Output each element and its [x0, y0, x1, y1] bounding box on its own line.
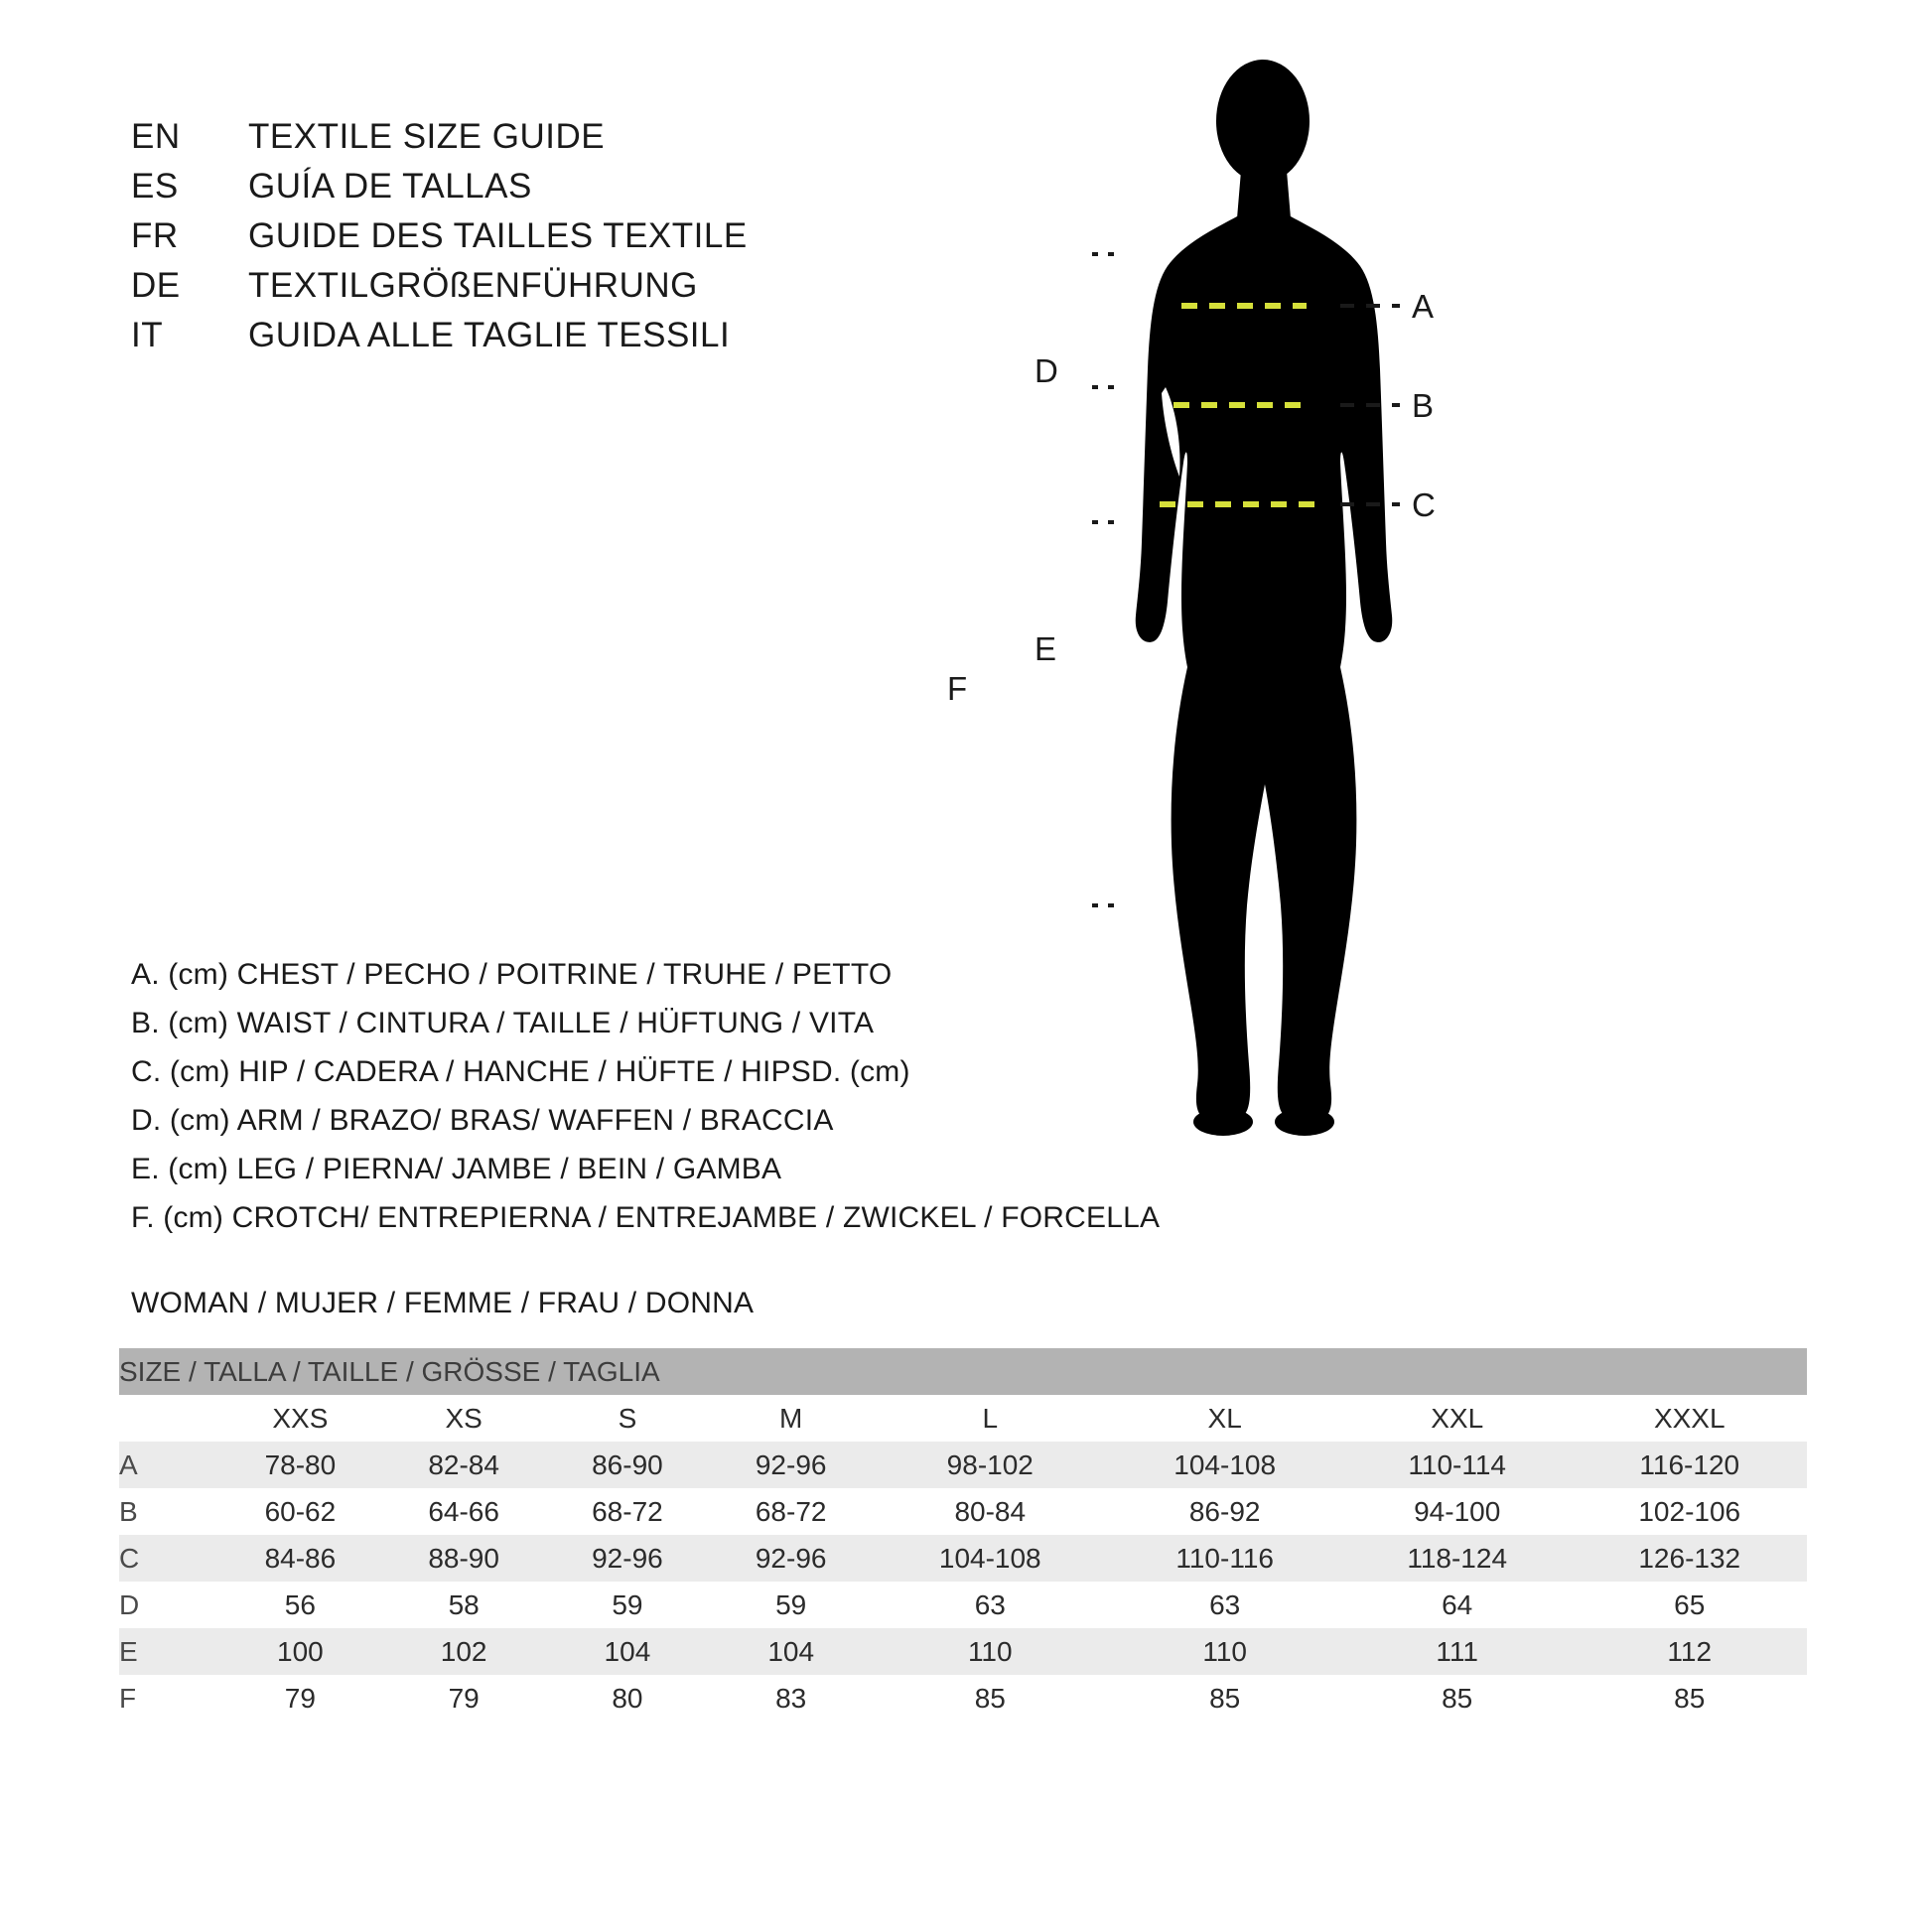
category-label: WOMAN / MUJER / FEMME / FRAU / DONNA [131, 1287, 755, 1319]
cell-e-xs: 102 [382, 1628, 546, 1675]
row-label-d: D [119, 1582, 218, 1628]
size-header-xl: XL [1107, 1395, 1341, 1442]
size-header-l: L [873, 1395, 1107, 1442]
title-row-it [131, 316, 748, 365]
title-text-it: GUIDA ALLE TAGLIE TESSILI [248, 316, 731, 354]
title-text-de: TEXTILGRÖßENFÜHRUNG [248, 266, 698, 305]
cell-a-s: 86-90 [546, 1442, 710, 1488]
size-header-xxl: XXL [1342, 1395, 1573, 1442]
cell-a-l: 98-102 [873, 1442, 1107, 1488]
row-label-e: E [119, 1628, 218, 1675]
cell-d-xxxl: 65 [1573, 1582, 1808, 1628]
table-row [119, 1535, 1807, 1582]
cell-e-xxl: 111 [1342, 1628, 1573, 1675]
cell-e-l: 110 [873, 1628, 1107, 1675]
marker-label-waist: B [1412, 387, 1435, 424]
size-header-xxxl: XXXL [1573, 1395, 1808, 1442]
cell-c-xxl: 118-124 [1342, 1535, 1573, 1582]
cell-c-xxs: 84-86 [218, 1535, 382, 1582]
legend-item-b: B. (cm) WAIST / CINTURA / TAILLE / HÜFTUNG / VITA [131, 1007, 875, 1039]
cell-c-xs: 88-90 [382, 1535, 546, 1582]
row-label-c: C [119, 1535, 218, 1582]
marker-label-hip: C [1412, 486, 1436, 523]
figure-svg [1092, 60, 1886, 1201]
title-row-de [131, 266, 748, 316]
cell-c-m: 92-96 [709, 1535, 873, 1582]
cell-d-xxl: 64 [1342, 1582, 1573, 1628]
cell-e-s: 104 [546, 1628, 710, 1675]
cell-c-s: 92-96 [546, 1535, 710, 1582]
cell-a-xxs: 78-80 [218, 1442, 382, 1488]
cell-d-xxs: 56 [218, 1582, 382, 1628]
cell-e-m: 104 [709, 1628, 873, 1675]
cell-e-xxxl: 112 [1573, 1628, 1808, 1675]
title-row-en [131, 117, 748, 167]
cell-f-l: 85 [873, 1675, 1107, 1722]
cell-f-m: 83 [709, 1675, 873, 1722]
cell-f-xl: 85 [1107, 1675, 1341, 1722]
table-size-header-row [119, 1395, 1807, 1442]
cell-c-xxxl: 126-132 [1573, 1535, 1808, 1582]
title-lang-fr: FR [131, 216, 179, 255]
table-row [119, 1488, 1807, 1535]
cell-d-l: 63 [873, 1582, 1107, 1628]
cell-d-m: 59 [709, 1582, 873, 1628]
cell-f-s: 80 [546, 1675, 710, 1722]
size-header-s: S [546, 1395, 710, 1442]
cell-d-s: 59 [546, 1582, 710, 1628]
legend-item-c: C. (cm) HIP / CADERA / HANCHE / HÜFTE / HIPSD. (cm) [131, 1055, 910, 1088]
title-lang-de: DE [131, 266, 181, 305]
cell-b-s: 68-72 [546, 1488, 710, 1535]
leg-bracket [1092, 387, 1114, 905]
woman-silhouette-icon [1136, 60, 1393, 1136]
table-corner-cell [119, 1395, 218, 1442]
title-lang-es: ES [131, 167, 179, 206]
title-block [131, 117, 748, 365]
cell-e-xl: 110 [1107, 1628, 1341, 1675]
size-table [119, 1348, 1807, 1722]
title-lang-en: EN [131, 117, 181, 156]
title-text-es: GUÍA DE TALLAS [248, 167, 532, 206]
table-row [119, 1582, 1807, 1628]
table-row [119, 1442, 1807, 1488]
marker-label-leg: E [1035, 630, 1057, 667]
size-header-m: M [709, 1395, 873, 1442]
size-table-wrap [119, 1348, 1807, 1722]
title-text-fr: GUIDE DES TAILLES TEXTILE [248, 216, 748, 255]
cell-f-xxl: 85 [1342, 1675, 1573, 1722]
cell-b-l: 80-84 [873, 1488, 1107, 1535]
legend-block [131, 958, 1160, 1250]
cell-a-m: 92-96 [709, 1442, 873, 1488]
size-header-xxs: XXS [218, 1395, 382, 1442]
cell-b-m: 68-72 [709, 1488, 873, 1535]
cell-f-xs: 79 [382, 1675, 546, 1722]
size-header-xs: XS [382, 1395, 546, 1442]
row-label-a: A [119, 1442, 218, 1488]
cell-b-xxl: 94-100 [1342, 1488, 1573, 1535]
cell-b-xxs: 60-62 [218, 1488, 382, 1535]
legend-item-f: F. (cm) CROTCH/ ENTREPIERNA / ENTREJAMBE / ZWICKEL / FORCELLA [131, 1201, 1161, 1234]
marker-label-crotch: F [947, 670, 968, 707]
cell-e-xxs: 100 [218, 1628, 382, 1675]
legend-item-e: E. (cm) LEG / PIERNA/ JAMBE / BEIN / GAMBA [131, 1153, 782, 1185]
title-row-fr [131, 216, 748, 266]
title-row-es [131, 167, 748, 216]
cell-c-l: 104-108 [873, 1535, 1107, 1582]
cell-a-xs: 82-84 [382, 1442, 546, 1488]
cell-f-xxs: 79 [218, 1675, 382, 1722]
measurement-diagram [947, 60, 1886, 1201]
cell-b-xxxl: 102-106 [1573, 1488, 1808, 1535]
cell-a-xxxl: 116-120 [1573, 1442, 1808, 1488]
table-header-band-label: SIZE / TALLA / TAILLE / GRÖSSE / TAGLIA [119, 1348, 1807, 1395]
title-text-en: TEXTILE SIZE GUIDE [248, 117, 606, 156]
cell-a-xl: 104-108 [1107, 1442, 1341, 1488]
marker-label-arm: D [1035, 352, 1058, 389]
legend-item-d: D. (cm) ARM / BRAZO/ BRAS/ WAFFEN / BRACCIA [131, 1104, 834, 1137]
cell-c-xl: 110-116 [1107, 1535, 1341, 1582]
cell-f-xxxl: 85 [1573, 1675, 1808, 1722]
table-row [119, 1628, 1807, 1675]
row-label-b: B [119, 1488, 218, 1535]
row-label-f: F [119, 1675, 218, 1722]
table-header-band [119, 1348, 1807, 1395]
cell-d-xl: 63 [1107, 1582, 1341, 1628]
table-row [119, 1675, 1807, 1722]
cell-b-xl: 86-92 [1107, 1488, 1341, 1535]
title-lang-it: IT [131, 316, 164, 354]
cell-a-xxl: 110-114 [1342, 1442, 1573, 1488]
cell-d-xs: 58 [382, 1582, 546, 1628]
cell-b-xs: 64-66 [382, 1488, 546, 1535]
marker-label-chest: A [1412, 288, 1435, 325]
legend-item-a: A. (cm) CHEST / PECHO / POITRINE / TRUHE / PETTO [131, 958, 893, 991]
